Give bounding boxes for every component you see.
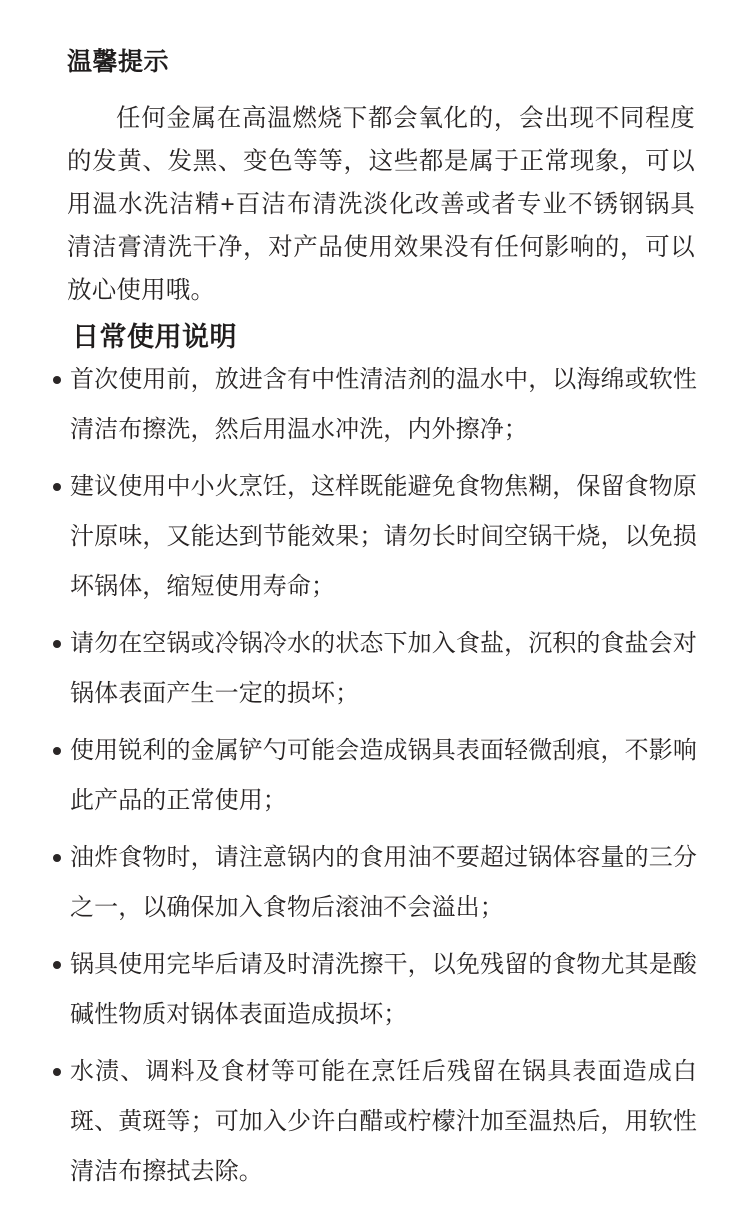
list-item [52, 462, 697, 612]
list-item-text: 水渍、调料及食材等可能在烹饪后残留在锅具表面造成白斑、黄斑等；可加入少许白醋或柠檬汁加至温热后，用软性清洁布擦拭去除。 [70, 1058, 697, 1185]
tips-body-paragraph: 任何金属在高温燃烧下都会氧化的，会出现不同程度的发黄、发黑、变色等等，这些都是属于正常现象，可以用温水洗洁精+百洁布清洗淡化改善或者专业不锈钢锅具清洁膏清洗干净，对产品使用效果没有任何影响的，可以放心使用哦。 [67, 104, 695, 304]
bullet-icon [53, 854, 61, 862]
list-item-text: 锅具使用完毕后请及时清洗擦干，以免残留的食物尤其是酸碱性物质对锅体表面造成损坏； [70, 951, 697, 1028]
bullet-icon [53, 483, 61, 491]
bullet-icon [53, 1068, 61, 1076]
list-item-text: 首次使用前，放进含有中性清洁剂的温水中，以海绵或软性清洁布擦洗，然后用温水冲洗，内外擦净； [70, 366, 697, 443]
list-item-text: 建议使用中小火烹饪，这样既能避免食物焦糊，保留食物原汁原味，又能达到节能效果；请勿长时间空锅干烧，以免损坏锅体，缩短使用寿命； [70, 473, 697, 600]
tips-heading: 温馨提示 [67, 47, 170, 76]
list-item-text: 请勿在空锅或冷锅冷水的状态下加入食盐，沉积的食盐会对锅体表面产生一定的损坏； [70, 630, 697, 707]
bullet-icon [53, 961, 61, 969]
list-item-text: 使用锐利的金属铲勺可能会造成锅具表面轻微刮痕，不影响此产品的正常使用； [70, 737, 697, 814]
usage-heading: 日常使用说明 [72, 322, 237, 353]
list-item [52, 355, 697, 455]
list-item-text: 油炸食物时，请注意锅内的食用油不要超过锅体容量的三分之一，以确保加入食物后滚油不会溢出； [70, 844, 697, 921]
list-item [52, 1047, 697, 1197]
list-item [52, 833, 697, 933]
list-item [52, 940, 697, 1040]
usage-instruction-list [52, 355, 697, 1197]
list-item [52, 726, 697, 826]
list-item [52, 619, 697, 719]
bullet-icon [53, 640, 61, 648]
bullet-icon [53, 747, 61, 755]
bullet-icon [53, 376, 61, 384]
